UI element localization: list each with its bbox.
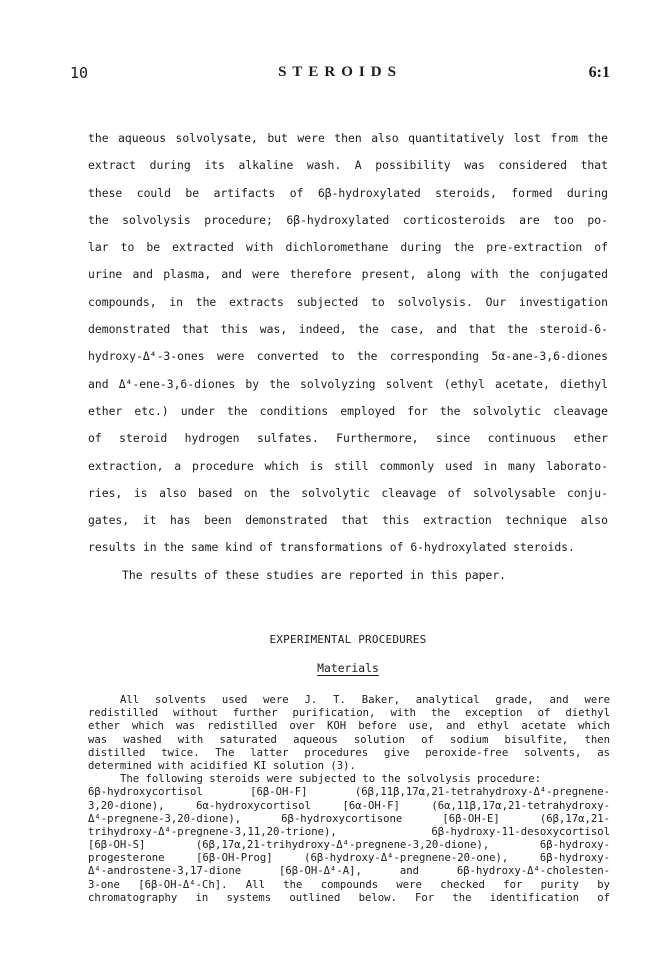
text-line: redistilled without further purification, with the exception of diethyl: [88, 707, 610, 720]
text-line: results in the same kind of transformations of 6-hydroxylated steroids.: [88, 540, 575, 555]
text-line: and Δ⁴-ene-3,6-diones by the solvolyzing solvent (ethyl acetate, diethyl: [88, 376, 608, 391]
materials-paragraphs: [88, 694, 610, 905]
text-line: lar to be extracted with dichloromethane during the pre-extraction of: [88, 240, 608, 255]
text-line: 3-one [6β-OH-Δ⁴-Ch]. All the compounds were checked for purity by: [88, 878, 610, 891]
page-header: [70, 64, 610, 86]
text-line: Δ⁴-pregnene-3,20-dione), 6β-hydroxycortisone [6β-OH-E] (6β,17α,21-: [88, 812, 610, 825]
issue-number: 6:1: [588, 64, 610, 81]
text-line: these could be artifacts of 6β-hydroxylated steroids, formed during: [88, 185, 608, 200]
section-heading: EXPERIMENTAL PROCEDURES: [269, 633, 427, 646]
text-line: ries, is also based on the solvolytic cleavage of solvolysable conju-: [88, 485, 608, 500]
text-line: demonstrated that this was, indeed, the case, and that the steroid-6-: [88, 322, 608, 337]
text-line: urine and plasma, and were therefore present, along with the conjugated: [88, 267, 608, 282]
text-line: the solvolysis procedure; 6β-hydroxylated corticosteroids are too po-: [88, 212, 608, 227]
text-line: chromatography in systems outlined below. For the identification of: [88, 891, 610, 904]
text-line: The results of these studies are reported in this paper.: [122, 567, 507, 582]
text-line: trihydroxy-Δ⁴-pregnene-3,11,20-trione), 6β-hydroxy-11-desoxycortisol: [88, 825, 610, 838]
text-line: [6β-OH-S] (6β,17α,21-trihydroxy-Δ⁴-pregnene-3,20-dione), 6β-hydroxy-: [88, 839, 610, 852]
subsection-heading-text: Materials: [317, 661, 379, 675]
text-line: progesterone [6β-OH-Prog] (6β-hydroxy-Δ⁴-pregnene-20-one), 6β-hydroxy-: [88, 852, 610, 865]
text-line: the aqueous solvolysate, but were then also quantitatively lost from the: [88, 131, 608, 145]
text-line: ether etc.) under the conditions employed for the solvolytic cleavage: [88, 403, 608, 418]
page-number: 10: [70, 64, 89, 82]
text-line: All solvents used were J. T. Baker, analytical grade, and were: [120, 694, 610, 706]
text-line: hydroxy-Δ⁴-3-ones were converted to the corresponding 5α-ane-3,6-diones: [88, 349, 608, 364]
text-line: Δ⁴-androstene-3,17-dione [6β-OH-Δ⁴-A], and 6β-hydroxy-Δ⁴-cholesten-: [88, 865, 610, 878]
text-line: The following steroids were subjected to the solvolysis procedure:: [120, 773, 541, 786]
text-line: 3,20-dione), 6α-hydroxycortisol [6α-OH-F] (6α,11β,17α,21-tetrahydroxy-: [88, 799, 610, 812]
text-line: 6β-hydroxycortisol [6β-OH-F] (6β,11β,17α,21-tetrahydroxy-Δ⁴-pregnene-: [88, 786, 610, 799]
subsection-heading: [88, 661, 608, 675]
text-line: extraction, a procedure which is still commonly used in many laborato-: [88, 458, 608, 473]
text-line: extract during its alkaline wash. A possibility was considered that: [88, 158, 608, 173]
text-line: was washed with saturated aqueous solution of sodium bisulfite, then: [88, 733, 610, 746]
running-title: STEROIDS: [278, 64, 402, 80]
text-line: determined with acidified KI solution (3).: [88, 759, 356, 772]
text-line: of steroid hydrogen sulfates. Furthermore, since continuous ether: [88, 431, 608, 446]
text-line: compounds, in the extracts subjected to solvolysis. Our investigation: [88, 294, 608, 309]
text-line: ether which was redistilled over KOH before use, and ethyl acetate which: [88, 720, 610, 733]
text-line: gates, it has been demonstrated that this extraction technique also: [88, 513, 608, 528]
body-text-intro: [88, 130, 608, 594]
text-line: distilled twice. The latter procedures give peroxide-free solvents, as: [88, 746, 610, 759]
